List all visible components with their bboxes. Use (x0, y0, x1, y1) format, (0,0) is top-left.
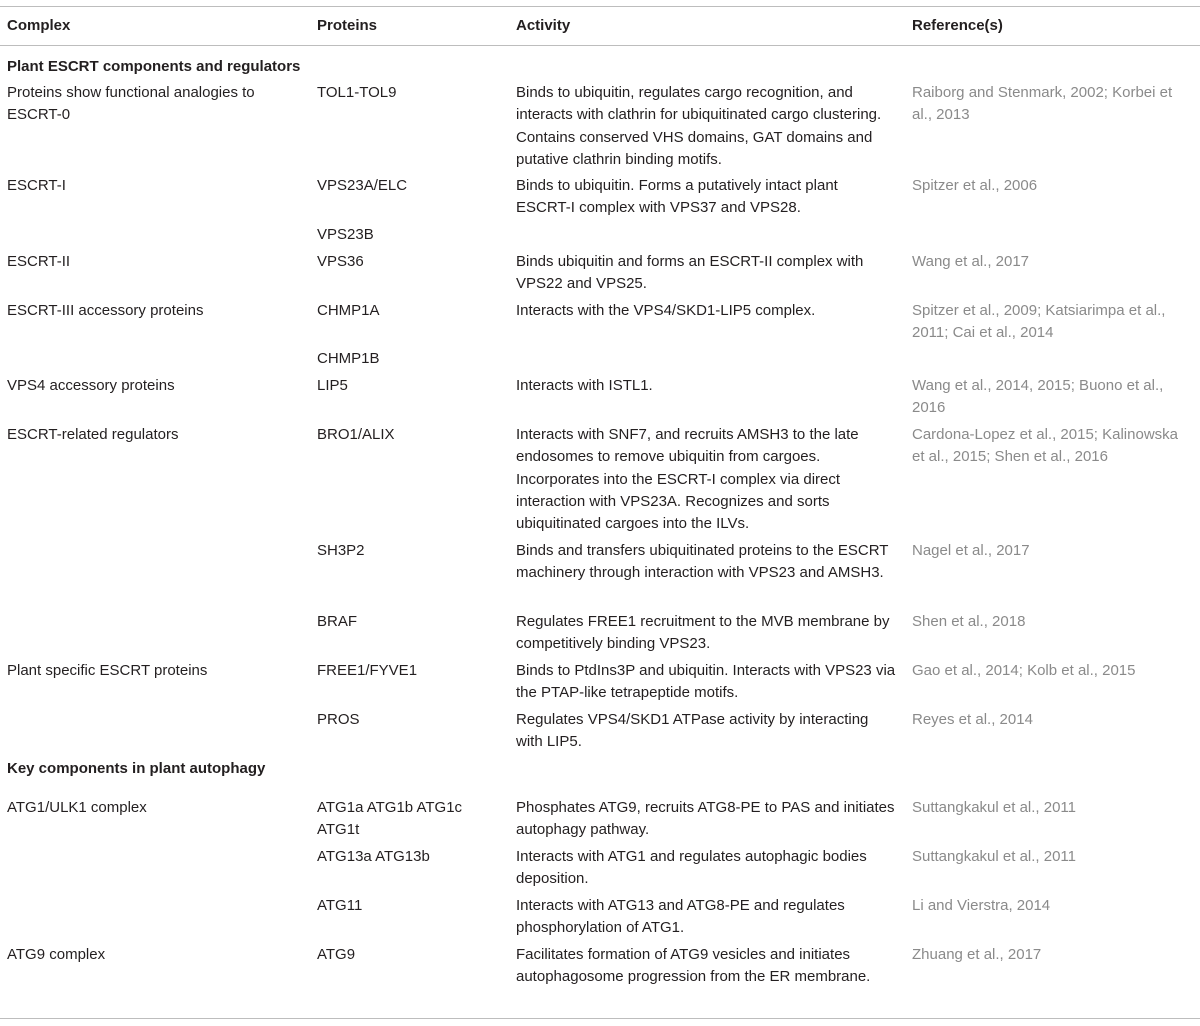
row-7-complex: ESCRT-related regulators (7, 426, 179, 443)
header-references: Reference(s) (912, 17, 1003, 34)
row-0-complex: Proteins show functional analogies to ESCRT-0 (7, 84, 255, 124)
row-12-complex: ATG1/ULK1 complex (7, 799, 147, 816)
row-6-activity: Interacts with ISTL1. (516, 377, 653, 394)
row-12-references: Suttangkakul et al., 2011 (912, 799, 1077, 816)
header-rule (0, 45, 1200, 46)
table-top-rule (0, 6, 1200, 7)
row-6-proteins: LIP5 (317, 377, 348, 394)
row-15-complex: ATG9 complex (7, 946, 106, 963)
header-activity: Activity (516, 17, 571, 34)
row-8-references: Nagel et al., 2017 (912, 542, 1030, 559)
row-3-activity: Binds ubiquitin and forms an ESCRT-II complex with VPS22 and VPS25. (516, 253, 864, 293)
row-7-proteins: BRO1/ALIX (317, 426, 395, 443)
row-0-references: Raiborg and Stenmark, 2002; Korbei et al., 2013 (912, 84, 1173, 124)
row-9-proteins: BRAF (317, 613, 358, 630)
table-bottom-rule (0, 1018, 1200, 1019)
row-9-activity: Regulates FREE1 recruitment to the MVB membrane by competitively binding VPS23. (516, 613, 890, 653)
row-4-activity: Interacts with the VPS4/SKD1-LIP5 complex. (516, 302, 816, 319)
row-8-activity: Binds and transfers ubiquitinated proteins to the ESCRT machinery through interaction with VPS23 and AMSH3. (516, 542, 889, 582)
row-4-proteins: CHMP1A (317, 302, 380, 319)
row-7-references: Cardona-Lopez et al., 2015; Kalinowska et al., 2015; Shen et al., 2016 (912, 426, 1179, 466)
row-6-references: Wang et al., 2014, 2015; Buono et al., 2016 (912, 377, 1164, 417)
row-4-complex: ESCRT-III accessory proteins (7, 302, 204, 319)
row-8-proteins: SH3P2 (317, 542, 365, 559)
row-2-proteins: VPS23B (317, 226, 374, 243)
row-14-proteins: ATG11 (317, 897, 363, 914)
row-10-proteins: FREE1/FYVE1 (317, 662, 418, 679)
row-15-activity: Facilitates formation of ATG9 vesicles and initiates autophagosome progression from the ER membrane. (516, 946, 871, 986)
row-1-complex: ESCRT-I (7, 177, 66, 194)
row-4-references: Spitzer et al., 2009; Katsiarimpa et al., 2011; Cai et al., 2014 (912, 302, 1166, 342)
header-complex: Complex (7, 17, 71, 34)
row-9-references: Shen et al., 2018 (912, 613, 1026, 630)
row-12-proteins: ATG1a ATG1b ATG1c ATG1t (317, 799, 463, 839)
row-10-activity: Binds to PtdIns3P and ubiquitin. Interacts with VPS23 via the PTAP-like tetrapeptide motifs. (516, 662, 896, 702)
row-13-references: Suttangkakul et al., 2011 (912, 848, 1077, 865)
row-10-complex: Plant specific ESCRT proteins (7, 662, 208, 679)
row-1-activity: Binds to ubiquitin. Forms a putatively intact plant ESCRT-I complex with VPS37 and VPS28. (516, 177, 838, 217)
row-0-activity: Binds to ubiquitin, regulates cargo recognition, and interacts with clathrin for ubiquitinated cargo clustering. Contains conserved VHS domains, GAT domains and putative clathrin binding motifs. (516, 84, 882, 168)
row-6-complex: VPS4 accessory proteins (7, 377, 175, 394)
row-7-activity: Interacts with SNF7, and recruits AMSH3 to the late endosomes to remove ubiquitin from cargoes. Incorporates into the ESCRT-I complex via direct interaction with VPS23A. Recognizes and sorts ubiquitinated cargoes into the ILVs. (516, 426, 859, 533)
row-13-activity: Interacts with ATG1 and regulates autophagic bodies deposition. (516, 848, 867, 888)
row-3-proteins: VPS36 (317, 253, 364, 270)
row-14-activity: Interacts with ATG13 and ATG8-PE and regulates phosphorylation of ATG1. (516, 897, 845, 937)
row-1-proteins: VPS23A/ELC (317, 177, 408, 194)
row-10-references: Gao et al., 2014; Kolb et al., 2015 (912, 662, 1136, 679)
header-proteins: Proteins (317, 17, 378, 34)
row-3-references: Wang et al., 2017 (912, 253, 1030, 270)
row-15-proteins: ATG9 (317, 946, 356, 963)
row-11-activity: Regulates VPS4/SKD1 ATPase activity by interacting with LIP5. (516, 711, 869, 751)
row-13-proteins: ATG13a ATG13b (317, 848, 430, 865)
row-3-complex: ESCRT-II (7, 253, 71, 270)
row-14-references: Li and Vierstra, 2014 (912, 897, 1051, 914)
row-5-proteins: CHMP1B (317, 350, 380, 367)
row-12-activity: Phosphates ATG9, recruits ATG8-PE to PAS and initiates autophagy pathway. (516, 799, 895, 839)
row-1-references: Spitzer et al., 2006 (912, 177, 1038, 194)
row-11-references: Reyes et al., 2014 (912, 711, 1033, 728)
row-0-proteins: TOL1-TOL9 (317, 84, 397, 101)
section-heading-autophagy: Key components in plant autophagy (7, 760, 266, 777)
row-15-references: Zhuang et al., 2017 (912, 946, 1042, 963)
section-heading-escrt: Plant ESCRT components and regulators (7, 58, 301, 75)
row-11-proteins: PROS (317, 711, 360, 728)
